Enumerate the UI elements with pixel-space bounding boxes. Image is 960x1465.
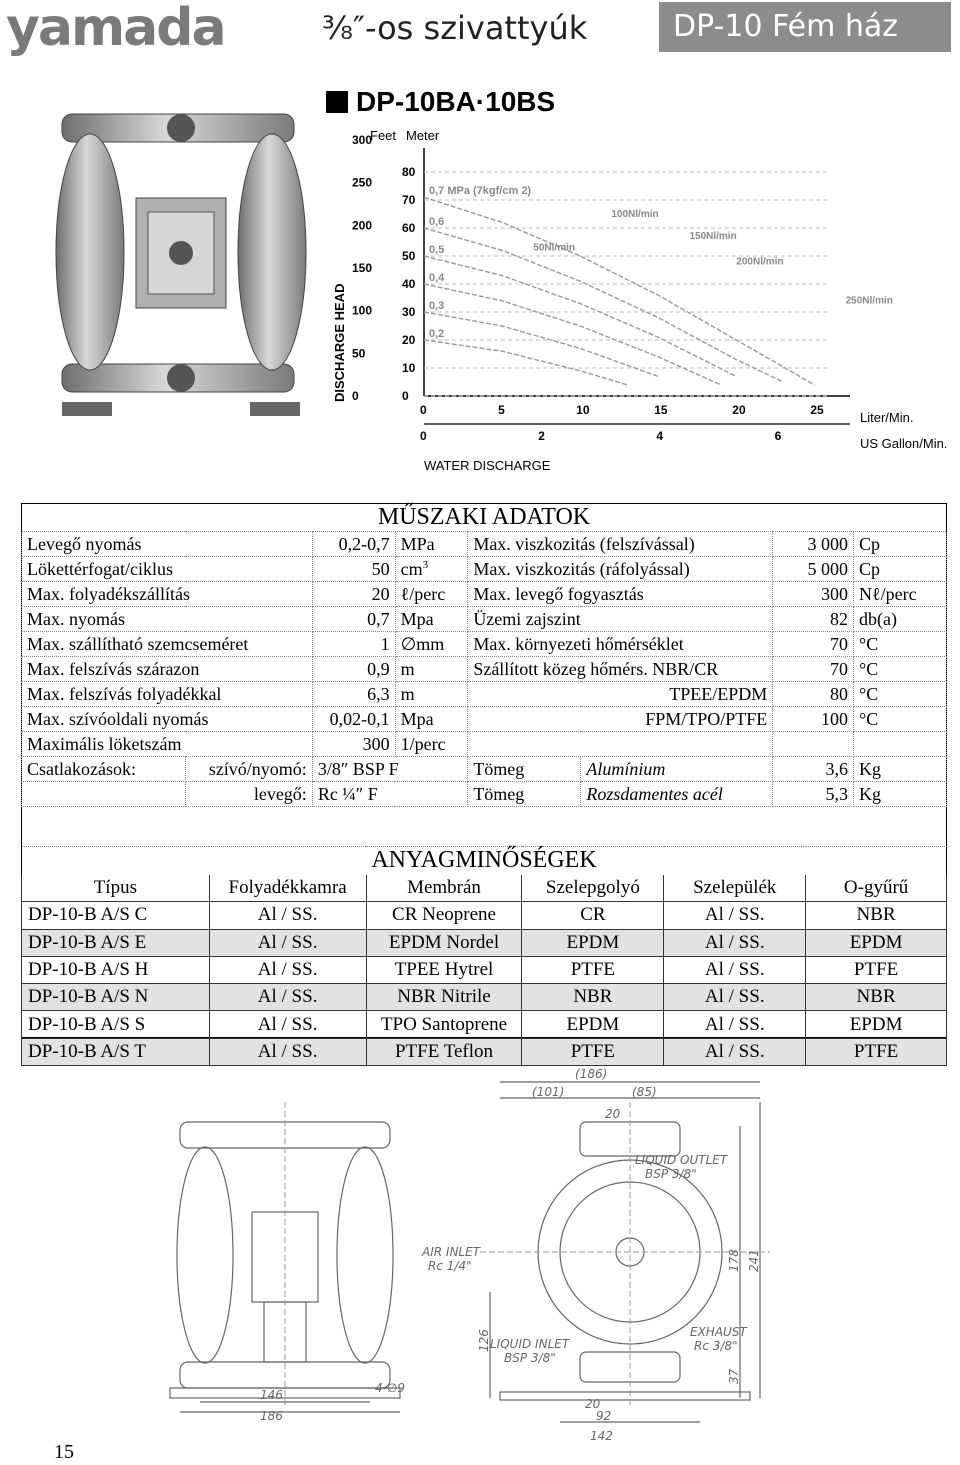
materials-cell: Al / SS.	[664, 902, 806, 929]
materials-cell: PTFE	[522, 1038, 664, 1065]
materials-cell: Al / SS.	[664, 1011, 806, 1038]
spec-value-2: 5 000	[773, 557, 854, 582]
spec-label: Max. folyadékszállítás	[22, 582, 313, 607]
model-title	[326, 86, 555, 118]
spec-value: 6,3	[312, 682, 395, 707]
air-consumption-label: 50Nl/min	[533, 242, 575, 254]
performance-chart	[330, 122, 960, 482]
x-tick-liter: 5	[498, 403, 505, 417]
y-tick-meter: 50	[402, 249, 416, 263]
materials-cell: PTFE Teflon	[366, 1038, 522, 1065]
specs-section-title: MŰSZAKI ADATOK	[22, 504, 947, 532]
materials-section-title: ANYAGMINŐSÉGEK	[22, 847, 947, 875]
spec-label-2: Szállított közeg hőmérs. NBR/CR	[468, 657, 773, 682]
spec-value: 0,2-0,7	[312, 532, 395, 557]
suction-label: szívó/nyomó:	[185, 757, 312, 782]
spec-row	[22, 707, 947, 732]
spec-label: Max. felszívás folyadékkal	[22, 682, 313, 707]
model-code-cell: DP-10-B A/S H	[22, 956, 210, 983]
dim-241: 241	[747, 1249, 761, 1272]
spec-label-2: Max. viszkozitás (felszívással)	[468, 532, 773, 557]
spec-value-2: 3 000	[773, 532, 854, 557]
spec-value-2: 300	[773, 582, 854, 607]
weight-label: Tömeg	[468, 757, 581, 782]
dim-37: 37	[727, 1368, 741, 1384]
spec-value-2: 82	[773, 607, 854, 632]
suction-value: 3/8″ BSP F	[312, 757, 468, 782]
weight-value: 5,3	[773, 782, 854, 807]
page-number: 15	[54, 1441, 74, 1463]
spec-label: Max. szívóoldali nyomás	[22, 707, 313, 732]
exhaust-size: Rc 3/8"	[694, 1339, 738, 1353]
materials-cell: Al / SS.	[664, 929, 806, 956]
weight-unit: Kg	[854, 782, 947, 807]
air-label: levegő:	[185, 782, 312, 807]
materials-cell: NBR Nitrile	[366, 984, 522, 1011]
series-title: ³⁄₈″-os szivattyúk	[322, 9, 588, 47]
spec-value-2: 70	[773, 657, 854, 682]
y-unit-meter: Meter	[406, 128, 440, 143]
materials-cell: Al / SS.	[209, 902, 366, 929]
pump-photo	[52, 102, 310, 432]
housing-banner: DP-10 Fém ház	[659, 2, 951, 52]
materials-cell: Al / SS.	[664, 1038, 806, 1065]
air-consumption-label: 150Nl/min	[689, 231, 737, 243]
materials-cell: EPDM Nordel	[366, 929, 522, 956]
materials-cell: Al / SS.	[209, 956, 366, 983]
x-tick-liter: 25	[810, 403, 824, 417]
spec-value: 0,9	[312, 657, 395, 682]
spec-unit-2: Nℓ/perc	[854, 582, 947, 607]
x-tick-liter: 15	[654, 403, 668, 417]
weight-material: Alumínium	[581, 757, 773, 782]
model-code-cell: DP-10-B A/S E	[22, 929, 210, 956]
x-tick-liter: 20	[732, 403, 746, 417]
y-tick-feet: 150	[352, 260, 373, 275]
spec-label: Lökettérfogat/ciklus	[22, 557, 313, 582]
y-unit-feet: Feet	[370, 128, 397, 143]
pressure-label: 0,4	[429, 272, 445, 284]
dim-146: 146	[260, 1388, 283, 1402]
dim-178: 178	[727, 1249, 741, 1272]
pressure-curve	[424, 256, 736, 376]
materials-header-cell: Szelepgolyó	[522, 875, 664, 902]
materials-cell: PTFE	[806, 1038, 947, 1065]
y-tick-meter: 10	[402, 361, 416, 375]
spec-unit: m	[395, 682, 468, 707]
spec-unit-2: Cp	[854, 532, 947, 557]
materials-cell: EPDM	[522, 1011, 664, 1038]
materials-cell: TPO Santoprene	[366, 1011, 522, 1038]
y-tick-meter: 60	[402, 221, 416, 235]
air-consumption-label: 250Nl/min	[845, 295, 893, 307]
materials-cell: EPDM	[522, 929, 664, 956]
materials-cell: CR Neoprene	[366, 902, 522, 929]
spec-label: Levegő nyomás	[22, 532, 313, 557]
yamada-logo: yamada	[6, 0, 225, 58]
spec-label-2: TPEE/EPDM	[468, 682, 773, 707]
materials-cell: Al / SS.	[664, 984, 806, 1011]
exhaust-label: EXHAUST	[690, 1325, 747, 1339]
spec-row	[22, 657, 947, 682]
weight-label: Tömeg	[468, 782, 581, 807]
spec-row	[22, 582, 947, 607]
materials-row	[22, 929, 947, 956]
y-tick-meter: 30	[402, 305, 416, 319]
spec-row	[22, 557, 947, 582]
y-tick-feet: 300	[352, 132, 373, 147]
spec-unit: $cm^3$	[395, 557, 468, 582]
y-axis-label: DISCHARGE HEAD	[332, 283, 347, 402]
model-code-cell: DP-10-B A/S S	[22, 1011, 210, 1038]
x-tick-gallon: 4	[656, 429, 664, 443]
liquid-outlet-label: LIQUID OUTLET	[635, 1153, 728, 1167]
spec-unit-2: °C	[854, 632, 947, 657]
spec-label: Max. felszívás szárazon	[22, 657, 313, 682]
materials-cell: NBR	[522, 984, 664, 1011]
model-code-cell: DP-10-B A/S N	[22, 984, 210, 1011]
spec-row	[22, 607, 947, 632]
empty-cell	[22, 782, 186, 807]
spec-value-2: 100	[773, 707, 854, 732]
spec-label-2: Max. környezeti hőmérséklet	[468, 632, 773, 657]
materials-header-cell: Membrán	[366, 875, 522, 902]
materials-cell: TPEE Hytrel	[366, 956, 522, 983]
x-tick-gallon: 2	[538, 429, 545, 443]
spec-unit: m	[395, 657, 468, 682]
pressure-label: 0,7 MPa (7kgf/cm 2)	[429, 185, 532, 198]
liquid-inlet-label: LIQUID INLET	[490, 1337, 570, 1351]
pressure-curve	[424, 228, 783, 382]
materials-cell: Al / SS.	[209, 929, 366, 956]
spec-row	[22, 532, 947, 557]
spec-unit: MPa	[395, 532, 468, 557]
y-tick-meter: 40	[402, 277, 416, 291]
dim-20-bottom: 20	[585, 1397, 601, 1411]
air-consumption-label: 200Nl/min	[736, 256, 784, 268]
materials-cell: NBR	[806, 902, 947, 929]
connections-label: Csatlakozások:	[22, 757, 186, 782]
spec-unit: Mpa	[395, 707, 468, 732]
spec-unit: Mpa	[395, 607, 468, 632]
spec-row	[22, 682, 947, 707]
air-value: Rc ¼″ F	[312, 782, 468, 807]
square-bullet-icon	[326, 91, 348, 113]
materials-cell: Al / SS.	[209, 1011, 366, 1038]
y-tick-feet: 50	[352, 346, 366, 361]
materials-cell: Al / SS.	[209, 1038, 366, 1065]
x-unit-liter: Liter/Min.	[860, 410, 914, 425]
x-axis-label: WATER DISCHARGE	[424, 458, 551, 473]
materials-cell: CR	[522, 902, 664, 929]
model-title-text: DP-10BA·10BS	[356, 86, 556, 117]
y-tick-feet: 200	[352, 218, 373, 233]
spec-label: Max. szállítható szemcseméret	[22, 632, 313, 657]
materials-cell: PTFE	[522, 956, 664, 983]
spec-unit: ℓ/perc	[395, 582, 468, 607]
materials-header-cell: Szelepülék	[664, 875, 806, 902]
materials-row	[22, 956, 947, 983]
materials-table	[21, 846, 947, 1066]
dim-101: (101)	[532, 1085, 565, 1099]
weight-unit: Kg	[854, 757, 947, 782]
dim-holes: 4-∅9	[375, 1381, 406, 1395]
materials-header-cell: O-gyűrű	[806, 875, 947, 902]
y-tick-feet: 250	[352, 175, 373, 190]
spec-label: Maximális löketszám	[22, 732, 313, 757]
spec-unit-2: db(a)	[854, 607, 947, 632]
air-consumption-label: 100Nl/min	[611, 208, 659, 220]
x-tick-liter: 10	[576, 403, 590, 417]
dimension-drawing	[160, 1062, 800, 1452]
y-tick-feet: 0	[352, 389, 359, 403]
spec-value: 300	[312, 732, 395, 757]
liquid-inlet-size: BSP 3/8"	[504, 1351, 556, 1365]
x-tick-liter: 0	[420, 403, 427, 417]
spec-value: 1	[312, 632, 395, 657]
model-code-cell: DP-10-B A/S C	[22, 902, 210, 929]
spec-label-2: Max. viszkozitás (ráfolyással)	[468, 557, 773, 582]
materials-cell: NBR	[806, 984, 947, 1011]
spec-unit: 1/perc	[395, 732, 468, 757]
pressure-curve	[424, 284, 721, 385]
materials-header-cell: Típus	[22, 875, 210, 902]
x-tick-gallon: 0	[420, 429, 427, 443]
liquid-outlet-size: BSP 3/8"	[645, 1167, 697, 1181]
spec-unit: ∅mm	[395, 632, 468, 657]
pressure-label: 0,6	[429, 216, 445, 228]
y-tick-meter: 20	[402, 333, 416, 347]
x-unit-gallon: US Gallon/Min.	[860, 436, 948, 451]
y-tick-meter: 0	[402, 389, 409, 403]
materials-cell: Al / SS.	[209, 984, 366, 1011]
materials-cell: PTFE	[806, 956, 947, 983]
weight-value: 3,6	[773, 757, 854, 782]
y-tick-feet: 100	[352, 303, 373, 318]
pressure-label: 0,2	[429, 328, 445, 340]
pressure-label: 0,5	[429, 244, 445, 256]
materials-cell: Al / SS.	[664, 956, 806, 983]
materials-cell: EPDM	[806, 1011, 947, 1038]
spec-label-2	[468, 732, 773, 757]
spec-value: 0,7	[312, 607, 395, 632]
y-tick-meter: 70	[402, 193, 416, 207]
spec-value: 20	[312, 582, 395, 607]
spec-value: 50	[312, 557, 395, 582]
spec-unit-2: °C	[854, 657, 947, 682]
x-tick-gallon: 6	[774, 429, 782, 443]
dim-20-top: 20	[605, 1107, 621, 1121]
pressure-label: 0,3	[429, 300, 445, 312]
spec-label-2: Max. levegő fogyasztás	[468, 582, 773, 607]
spec-value-2: 70	[773, 632, 854, 657]
spec-unit-2	[854, 732, 947, 757]
dim-142: 142	[590, 1429, 613, 1443]
materials-row	[22, 1011, 947, 1038]
dim-186-bottom: 186	[260, 1409, 283, 1423]
materials-header-cell: Folyadékkamra	[209, 875, 366, 902]
spec-label-2: FPM/TPO/PTFE	[468, 707, 773, 732]
materials-row	[22, 902, 947, 929]
pressure-curve	[424, 340, 627, 385]
spec-row	[22, 632, 947, 657]
materials-row	[22, 984, 947, 1011]
spec-label: Max. nyomás	[22, 607, 313, 632]
spec-value-2: 80	[773, 682, 854, 707]
spec-row	[22, 732, 947, 757]
dim-85: (85)	[632, 1085, 657, 1099]
spec-unit-2: Cp	[854, 557, 947, 582]
dim-186-top: (186)	[575, 1067, 608, 1081]
spec-value-2	[773, 732, 854, 757]
dim-126: 126	[477, 1329, 491, 1352]
weight-material: Rozsdamentes acél	[581, 782, 773, 807]
spec-value: 0,02-0,1	[312, 707, 395, 732]
dim-92: 92	[596, 1409, 612, 1423]
spec-unit-2: °C	[854, 707, 947, 732]
air-inlet-label: AIR INLET	[422, 1245, 481, 1259]
spec-label-2: Üzemi zajszint	[468, 607, 773, 632]
pressure-curve	[424, 197, 814, 385]
y-tick-meter: 80	[402, 165, 416, 179]
materials-cell: EPDM	[806, 929, 947, 956]
spec-unit-2: °C	[854, 682, 947, 707]
model-code-cell: DP-10-B A/S T	[22, 1038, 210, 1065]
specs-table	[21, 503, 947, 807]
air-inlet-size: Rc 1/4"	[428, 1259, 472, 1273]
